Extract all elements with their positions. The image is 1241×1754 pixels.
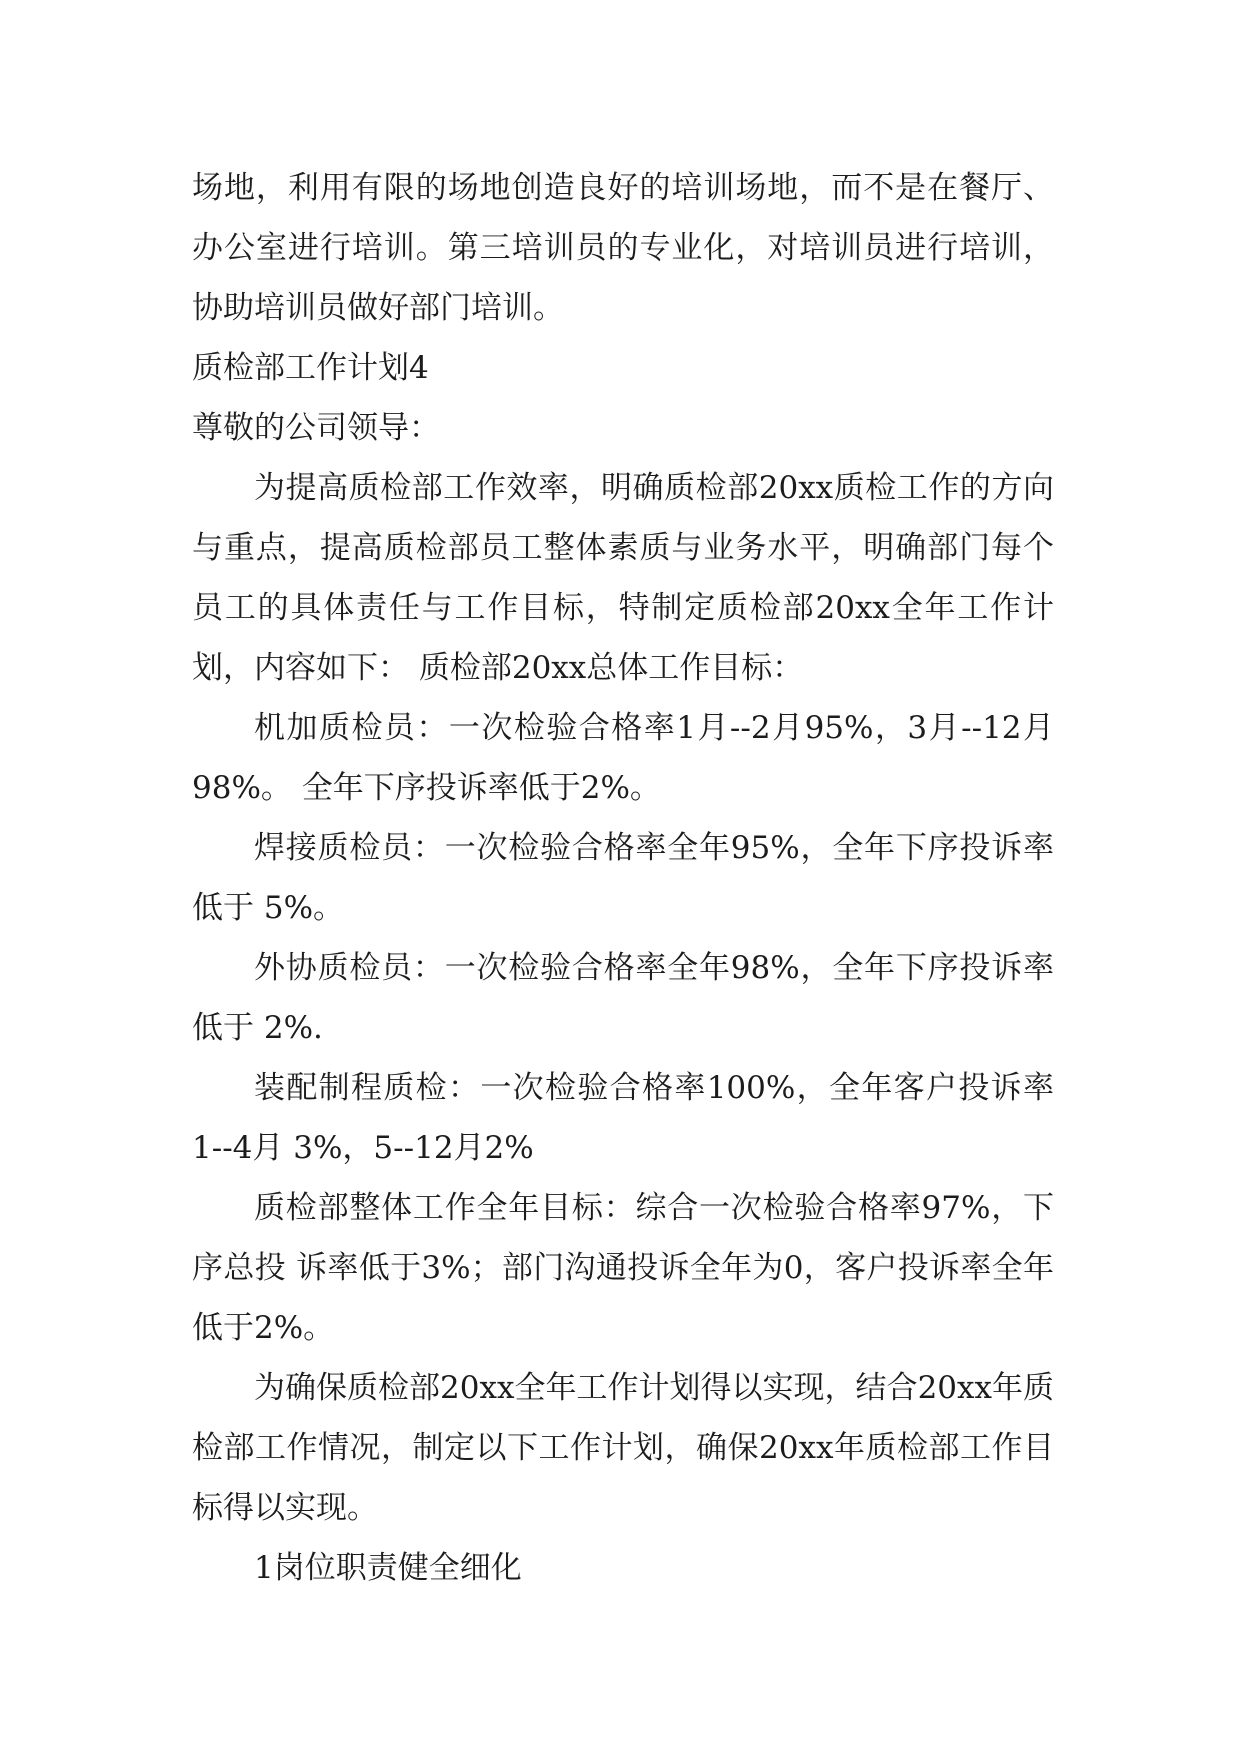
- paragraph-assembly-inspection: 装配制程质检：一次检验合格率100%，全年客户投诉率1--4月 3%，5--12月2%: [192, 1070, 1054, 1166]
- paragraph-plan-assurance: 为确保质检部20xx全年工作计划得以实现，结合20xx年质检部工作情况，制定以下工作计划，确保20xx年质检部工作目标得以实现。: [192, 1370, 1054, 1526]
- paragraph-department-goals: 质检部整体工作全年目标：综合一次检验合格率97%，下序总投 诉率低于3%；部门沟通投诉全年为0，客户投诉率全年低于2%。: [192, 1190, 1054, 1346]
- paragraph-training-venue: 场地，利用有限的场地创造良好的培训场地，而不是在餐厅、办公室进行培训。第三培训员的专业化，对培训员进行培训，协助培训员做好部门培训。: [192, 170, 1054, 326]
- paragraph-outsourcing-inspector: 外协质检员：一次检验合格率全年98%，全年下序投诉率低于 2%.: [192, 950, 1054, 1046]
- section-heading: 质检部工作计划4: [192, 350, 429, 386]
- paragraph-welding-inspector: 焊接质检员：一次检验合格率全年95%，全年下序投诉率低于 5%。: [192, 830, 1054, 926]
- paragraph-machining-inspector: 机加质检员：一次检验合格率1月--2月95%，3月--12月98%。 全年下序投诉率低于2%。: [192, 710, 1054, 806]
- document-body: [192, 158, 1054, 1598]
- paragraph-intro: 为提高质检部工作效率，明确质检部20xx质检工作的方向与重点，提高质检部员工整体素质与业务水平，明确部门每个员工的具体责任与工作目标，特制定质检部20xx全年工作计划，内容如下： 质检部20xx总体工作目标：: [192, 470, 1054, 686]
- numbered-item-1: 1岗位职责健全细化: [254, 1550, 522, 1586]
- salutation: 尊敬的公司领导：: [192, 410, 440, 446]
